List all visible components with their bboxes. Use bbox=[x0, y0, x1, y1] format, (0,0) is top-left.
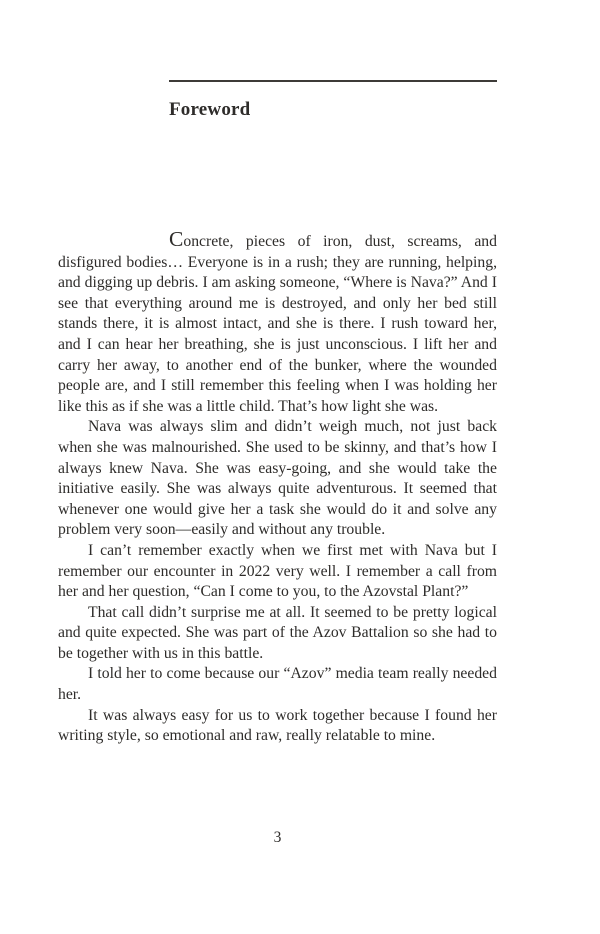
paragraph: Nava was always slim and didn’t weigh much, not just back when she was malnourished. She used to be skinny, and that’s how I always knew Nava. She was easy-going, and she would take the initiative easily. She was always quite adventurous. It seemed that whenever one would give her a task she would do it and solve any problem very soon—easily and without any trouble. bbox=[58, 418, 497, 539]
lead-capital: C bbox=[169, 227, 184, 251]
paragraph: I told her to come because our “Azov” media team really needed her. bbox=[58, 665, 497, 704]
paragraph: That call didn’t surprise me at all. It seemed to be pretty logical and quite expected. She was part of the Azov Battalion so she had to be together with us in this battle. bbox=[58, 603, 497, 662]
section-rule bbox=[169, 80, 497, 82]
page-number: 3 bbox=[273, 829, 282, 846]
paragraph: I can’t remember exactly when we first met with Nava but I remember our encounter in 2022 very well. I remember a call from her and her question, “Can I come to you, to the Azovstal Plant?” bbox=[58, 541, 497, 601]
paragraph: Concrete, pieces of iron, dust, screams, and disfigured bodies… Everyone is in a rush; they are running, helping, and digging up debris. I am asking someone, “Where is Nava?” And I see that everything around me is destroyed, and only her bed still stands there, it is almost intact, and she is there. I rush toward her, and I can hear her breathing, she is just unconscious. I lift her and carry her away, to another end of the bunker, where the wounded people are, and I still remember this feeling when I was holding her like this as if she was a little child. That’s how light she was. bbox=[58, 227, 497, 415]
paragraph: It was always easy for us to work together because I found her writing style, so emotional and raw, really relatable to mine. bbox=[58, 706, 497, 745]
body-text bbox=[58, 227, 497, 747]
page-title: Foreword bbox=[169, 99, 251, 120]
